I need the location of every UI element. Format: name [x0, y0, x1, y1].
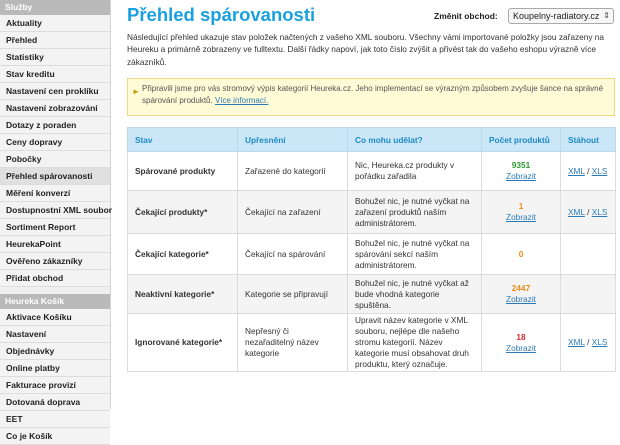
sidebar-item[interactable]: Aktivace Košíku: [0, 309, 110, 326]
xls-download-link[interactable]: XLS: [591, 206, 608, 217]
table-row: [128, 275, 616, 314]
action-cell: Nic, Heureka.cz produkty v pořádku zařadila: [348, 152, 482, 191]
product-count: 0: [518, 248, 524, 259]
sidebar-item[interactable]: Nastavení cen proklíku: [0, 83, 110, 100]
sidebar-item[interactable]: EET: [0, 411, 110, 428]
xml-download-link[interactable]: XML: [568, 337, 585, 347]
sidebar-item[interactable]: Přehled: [0, 32, 110, 49]
sidebar-item[interactable]: Dotazy z poraden: [0, 117, 110, 134]
table-row: [128, 191, 616, 234]
detail-cell: Kategorie se připravují: [238, 275, 348, 314]
sidebar-item[interactable]: Přidat obchod: [0, 270, 110, 287]
page-title: Přehled spárovanosti: [127, 4, 316, 25]
detail-cell: Čekající na zařazení: [238, 191, 348, 234]
show-link[interactable]: Zobrazit: [506, 171, 536, 181]
sidebar-item[interactable]: Online platby: [0, 360, 110, 377]
table-header-row: [128, 128, 616, 152]
product-count: 1: [518, 201, 524, 211]
sidebar-item[interactable]: Dotovaná doprava: [0, 394, 110, 411]
count-cell: [482, 275, 561, 314]
notice-text: Připravili jsme pro vás stromový výpis kategorií Heureka.cz. Jeho implementací se výrazným způsobem zvyšuje šance na správné spárování produktů.: [142, 84, 604, 105]
detail-cell: Čekající na spárování: [238, 234, 348, 275]
state-cell: Neaktivní kategorie*: [128, 275, 238, 314]
download-cell: [561, 275, 616, 314]
column-header: Stav: [128, 128, 238, 152]
shop-select[interactable]: [508, 8, 614, 24]
sidebar-item[interactable]: Sortiment Report: [0, 219, 110, 236]
sidebar-item[interactable]: HeurekaPoint: [0, 236, 110, 253]
state-cell: Spárované produkty: [128, 152, 238, 191]
table-row: [128, 234, 616, 275]
sidebar-item[interactable]: Měření konverzí: [0, 185, 110, 202]
sidebar-item[interactable]: Přehled spárovanosti: [0, 168, 110, 185]
action-cell: Bohužel nic, je nutné vyčkat na zařazení produktů naším administrátorem.: [348, 191, 482, 234]
sidebar-item[interactable]: Statistiky: [0, 49, 110, 66]
xls-download-link[interactable]: XLS: [591, 165, 608, 176]
show-link[interactable]: Zobrazit: [506, 212, 536, 222]
sidebar: [0, 0, 113, 441]
column-header: Co mohu udělat?: [348, 128, 482, 152]
detail-cell: Nepřesný či nezařaditelný název kategorie: [238, 314, 348, 372]
sidebar-item[interactable]: Nastavení: [0, 326, 110, 343]
column-header: Stáhout: [561, 128, 616, 152]
sidebar-item[interactable]: Objednávky: [0, 343, 110, 360]
separator: /: [584, 206, 592, 217]
sidebar-section-title: Služby: [0, 0, 110, 15]
count-cell: [482, 152, 561, 191]
separator: /: [584, 165, 592, 176]
download-cell: [561, 191, 616, 234]
sidebar-item[interactable]: Nastavení zobrazování: [0, 100, 110, 117]
state-cell: Ignorované kategorie*: [128, 314, 238, 372]
sidebar-item[interactable]: Ověřeno zákazníky: [0, 253, 110, 270]
shop-select-label: Změnit obchod:: [434, 11, 498, 21]
info-icon: ►: [132, 87, 140, 96]
state-cell: Čekající kategorie*: [128, 234, 238, 275]
count-cell: [482, 314, 561, 372]
count-cell: [482, 191, 561, 234]
action-cell: Upravit název kategorie v XML souboru, nejlépe dle našeho stromu kategorií. Název kategorie musí obsahovat druh produktu, který označuje.: [348, 314, 482, 372]
state-cell: Čekající produkty*: [128, 191, 238, 234]
download-cell: [561, 314, 616, 372]
sidebar-item[interactable]: Aktuality: [0, 15, 110, 32]
xml-download-link[interactable]: XML: [568, 206, 585, 217]
more-info-link[interactable]: Více informací.: [214, 96, 269, 105]
sidebar-item[interactable]: Fakturace provizí: [0, 377, 110, 394]
show-link[interactable]: Zobrazit: [506, 294, 536, 304]
sidebar-item[interactable]: Co je Košík: [0, 428, 110, 445]
column-header: Počet produktů: [482, 128, 561, 152]
download-cell: [561, 234, 616, 275]
chevron-updown-icon: ⇕: [603, 11, 610, 20]
column-header: Upřesnění: [238, 128, 348, 152]
info-notice: [127, 78, 615, 116]
sidebar-item[interactable]: Pobočky: [0, 151, 110, 168]
main-content: [127, 0, 617, 409]
count-cell: [482, 234, 561, 275]
intro-text: Následující přehled ukazuje stav položek načtených z vašeho XML souboru. Všechny vámi importované položky jsou zařazeny na Heureku a primárně zobrazeny ve fulltextu. Další řádky napoví, jak toto číslo zvýšit a přivést tak do vašeho eshopu výrazně více zákazníků.: [127, 32, 605, 67]
product-count: 18: [516, 331, 526, 342]
sidebar-item[interactable]: Stav kreditu: [0, 66, 110, 83]
product-count: 2447: [511, 283, 531, 293]
sidebar-item[interactable]: Ceny dopravy: [0, 134, 110, 151]
product-count: 9351: [511, 160, 531, 170]
table-row: [128, 152, 616, 191]
download-cell: [561, 152, 616, 191]
show-link[interactable]: Zobrazit: [506, 342, 536, 353]
separator: /: [584, 337, 592, 347]
table-row: [128, 314, 616, 372]
action-cell: Bohužel nic, je nutné vyčkat až bude vhodná kategorie spuštěna.: [348, 275, 482, 314]
detail-cell: Zařazené do kategorií: [238, 152, 348, 191]
sidebar-section-title: Heureka Košík: [0, 294, 110, 309]
shop-select-value: Koupelny-radiatory.cz: [513, 11, 600, 21]
sidebar-item[interactable]: Dostupnostní XML soubor: [0, 202, 110, 219]
xml-download-link[interactable]: XML: [568, 165, 585, 176]
xls-download-link[interactable]: XLS: [591, 337, 608, 347]
action-cell: Bohužel nic, je nutné vyčkat na spárování sekcí naším administrátorem.: [348, 234, 482, 275]
matching-table: [127, 127, 616, 372]
